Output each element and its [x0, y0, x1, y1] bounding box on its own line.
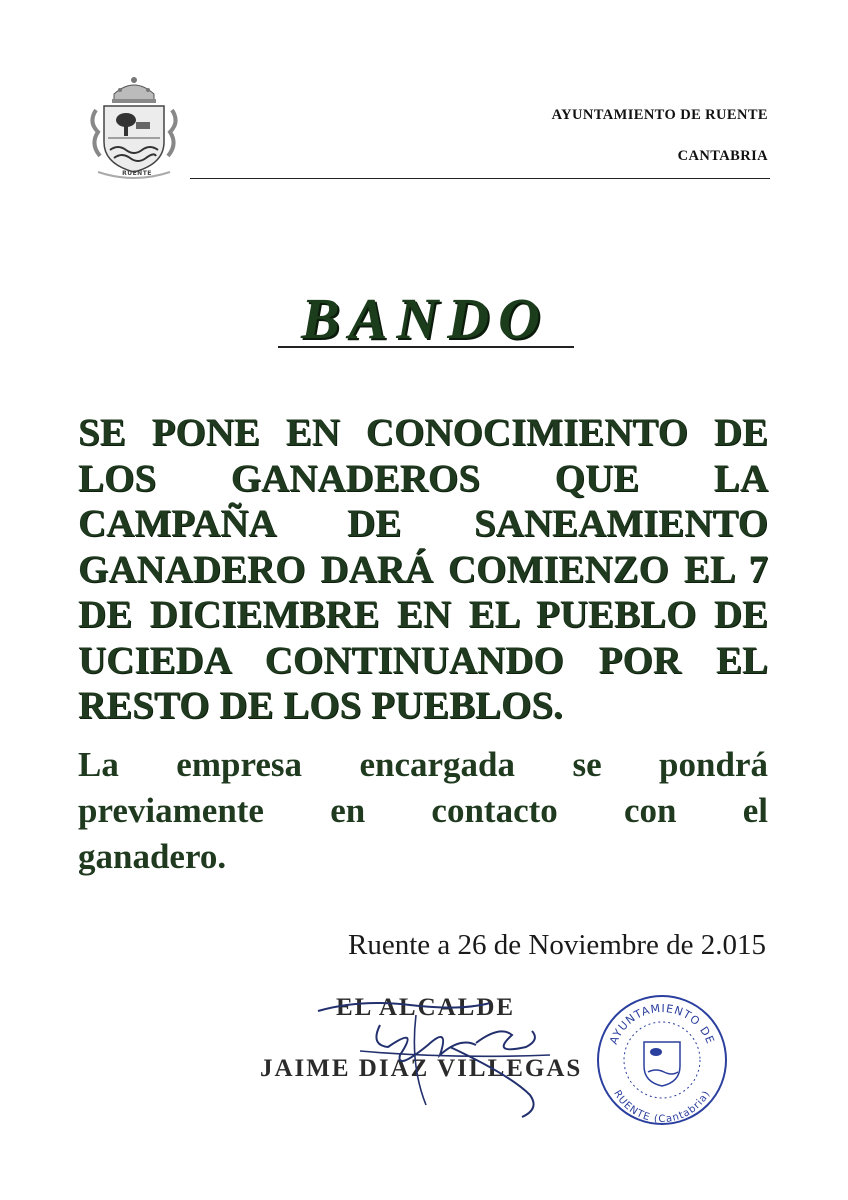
announcement-text	[78, 410, 768, 729]
stamp-bottom-text: RUENTE (Cantabria)	[611, 1088, 713, 1126]
contact-line-2: previamente en contacto con el	[78, 791, 768, 830]
contact-text	[78, 742, 768, 880]
dateline: Ruente a 26 de Noviembre de 2.015	[348, 929, 766, 961]
council-name: AYUNTAMIENTO DE RUENTE	[551, 107, 768, 123]
contact-line-1: La empresa encargada se pondrá	[78, 745, 768, 784]
announcement-paragraph: SE PONE EN CONOCIMIENTO DE LOS GANADEROS QUE LA CAMPAÑA DE SANEAMIENTO GANADERO DARÁ COMIENZO EL 7 DE DICIEMBRE EN EL PUEBLO DE UCIEDA CONTINUANDO POR EL RESTO DE LOS PUEBLOS.	[78, 411, 768, 727]
header-rule	[190, 178, 770, 179]
municipal-crest-logo	[84, 72, 184, 184]
contact-line-3: ganadero.	[78, 837, 227, 876]
signatory-name: JAIME DIAZ VILLEGAS	[260, 1055, 583, 1082]
stamp-top-text: AYUNTAMIENTO DE	[606, 1001, 718, 1047]
document-title: BANDO	[300, 286, 550, 351]
svg-text:RUENTE (Cantabria)	[611, 1088, 713, 1125]
title-underline	[278, 346, 574, 348]
official-stamp	[592, 990, 732, 1130]
handwritten-signature	[300, 985, 570, 1125]
signatory-title: EL ALCALDE	[336, 994, 516, 1021]
crest-label: RUENTE	[122, 170, 152, 177]
region-name: CANTABRIA	[677, 148, 768, 164]
